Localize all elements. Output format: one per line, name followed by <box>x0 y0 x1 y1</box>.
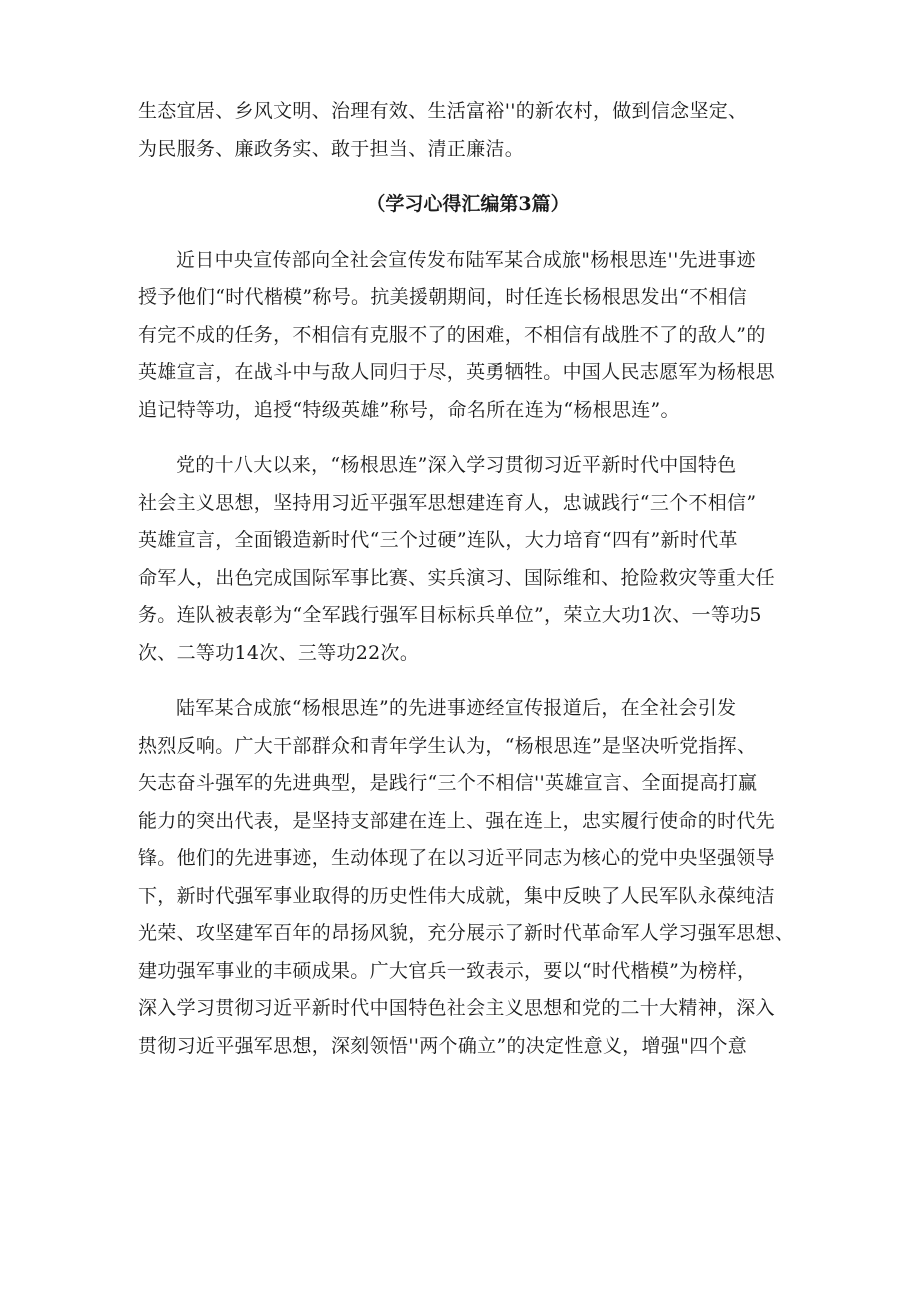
text-line: 务。连队被表彰为“全军践行强军目标标兵单位”，荣立大功1次、一等功5 <box>138 604 762 626</box>
text-line: 光荣、攻坚建军百年的昂扬风貌，充分展示了新时代革命军人学习强军思想、 <box>138 922 795 944</box>
text-line: 社会主义思想，坚持用习近平强军思想建连育人，忠诚践行“三个不相信” <box>138 491 757 514</box>
text-line: 锋。他们的先进事迹，生动体现了在以习近平同志为核心的党中央坚强领导 <box>138 847 775 869</box>
text-line: 生态宜居、乡风文明、治理有效、生活富裕''的新农村，做到信念坚定、 <box>138 100 748 122</box>
text-line: 矢志奋斗强军的先进典型，是践行“三个不相信''英雄宣言、全面提高打赢 <box>138 772 758 794</box>
text-line: 近日中央宣传部向全社会宣传发布陆军某合成旅"杨根思连''先进事迹 <box>176 248 756 271</box>
text-line: 授予他们“时代楷模”称号。抗美援朝期间，时任连长杨根思发出“不相信 <box>138 286 748 308</box>
text-line: 下，新时代强军事业取得的历史性伟大成就，集中反映了人民军队永葆纯洁 <box>138 884 775 907</box>
continuation-paragraph <box>138 93 798 168</box>
section-heading: （学习心得汇编第3篇） <box>366 193 570 215</box>
text-line: 有完不成的任务，不相信有克服不了的困难，不相信有战胜不了的敌人”的 <box>138 323 766 346</box>
paragraph-3 <box>138 690 798 1065</box>
text-line: 次、二等功14次、三等功22次。 <box>138 641 420 664</box>
text-line: 建功强军事业的丰硕成果。广大官兵一致表示，要以“时代楷模”为榜样， <box>138 959 757 982</box>
text-line: 陆军某合成旅“杨根思连”的先进事迹经宣传报道后，在全社会引发 <box>176 697 737 719</box>
paragraph-1 <box>138 242 798 430</box>
text-line: 热烈反响。广大干部群众和青年学生认为，“杨根思连”是坚决听党指挥、 <box>138 734 757 757</box>
text-line: 为民服务、廉政务实、敢于担当、清正廉洁。 <box>138 137 525 160</box>
text-line: 命军人，出色完成国际军事比赛、实兵演习、国际维和、抢险救灾等重大任 <box>138 566 775 589</box>
text-line: 深入学习贯彻习近平新时代中国特色社会主义思想和党的二十大精神，深入 <box>138 997 775 1019</box>
text-line: 英雄宣言，全面锻造新时代“三个过硬”连队，大力培育“四有”新时代革 <box>138 529 738 551</box>
text-line: 党的十八大以来，“杨根思连”深入学习贯彻习近平新时代中国特色 <box>176 454 737 476</box>
text-line: 追记特等功，追授“特级英雄”称号，命名所在连为“杨根思连”。 <box>138 398 680 421</box>
document-page <box>138 93 798 1083</box>
text-line: 英雄宣言，在战斗中与敌人同归于尽，英勇牺牲。中国人民志愿军为杨根思 <box>138 361 775 383</box>
text-line: 能力的突出代表，是坚持支部建在连上、强在连上，忠实履行使命的时代先 <box>138 809 775 832</box>
paragraph-2 <box>138 447 798 672</box>
text-line: 贯彻习近平强军思想，深刻领悟''两个确立”的决定性意义，增强"四个意 <box>138 1034 748 1057</box>
